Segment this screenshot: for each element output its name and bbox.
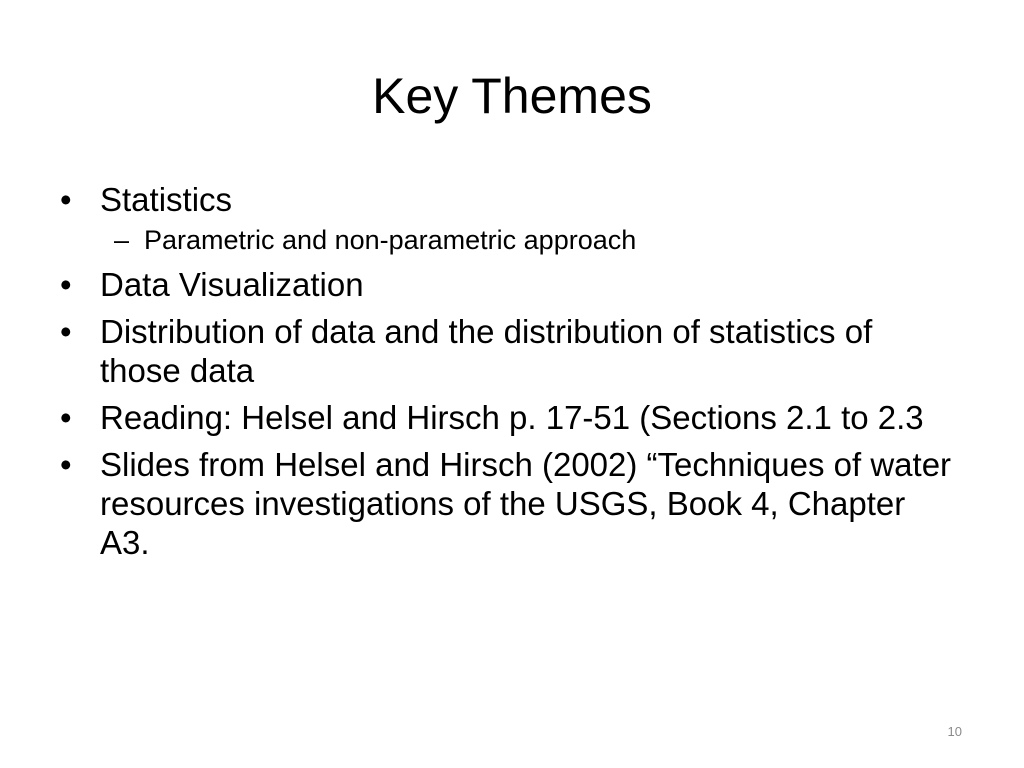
page-number: 10: [947, 724, 962, 739]
bullet-marker: •: [60, 313, 72, 350]
sub-bullet-list: [100, 223, 960, 257]
bullet-marker: •: [60, 181, 72, 218]
bullet-item-slides-source: [60, 445, 960, 562]
bullet-text: Distribution of data and the distribution of statistics of those data: [100, 313, 873, 389]
bullet-marker: •: [60, 399, 72, 436]
bullet-marker: •: [60, 266, 72, 303]
bullet-text: Data Visualization: [100, 266, 364, 303]
sub-bullet-marker: –: [114, 225, 130, 255]
sub-bullet-text: Parametric and non-parametric approach: [144, 225, 637, 255]
bullet-item-reading: [60, 398, 960, 437]
bullet-text: Statistics: [100, 181, 233, 218]
bullet-list: [60, 180, 960, 570]
bullet-text: Reading: Helsel and Hirsch p. 17-51 (Sections 2.1 to 2.3: [100, 399, 924, 436]
bullet-item-statistics: [60, 180, 960, 257]
bullet-item-distribution: [60, 312, 960, 390]
bullet-item-data-visualization: [60, 265, 960, 304]
sub-bullet-item: [100, 223, 960, 257]
slide-title: Key Themes: [372, 68, 652, 124]
bullet-marker: •: [60, 446, 72, 483]
bullet-text: Slides from Helsel and Hirsch (2002) “Techniques of water resources investigations of the USGS, Book 4, Chapter A3.: [100, 446, 952, 561]
